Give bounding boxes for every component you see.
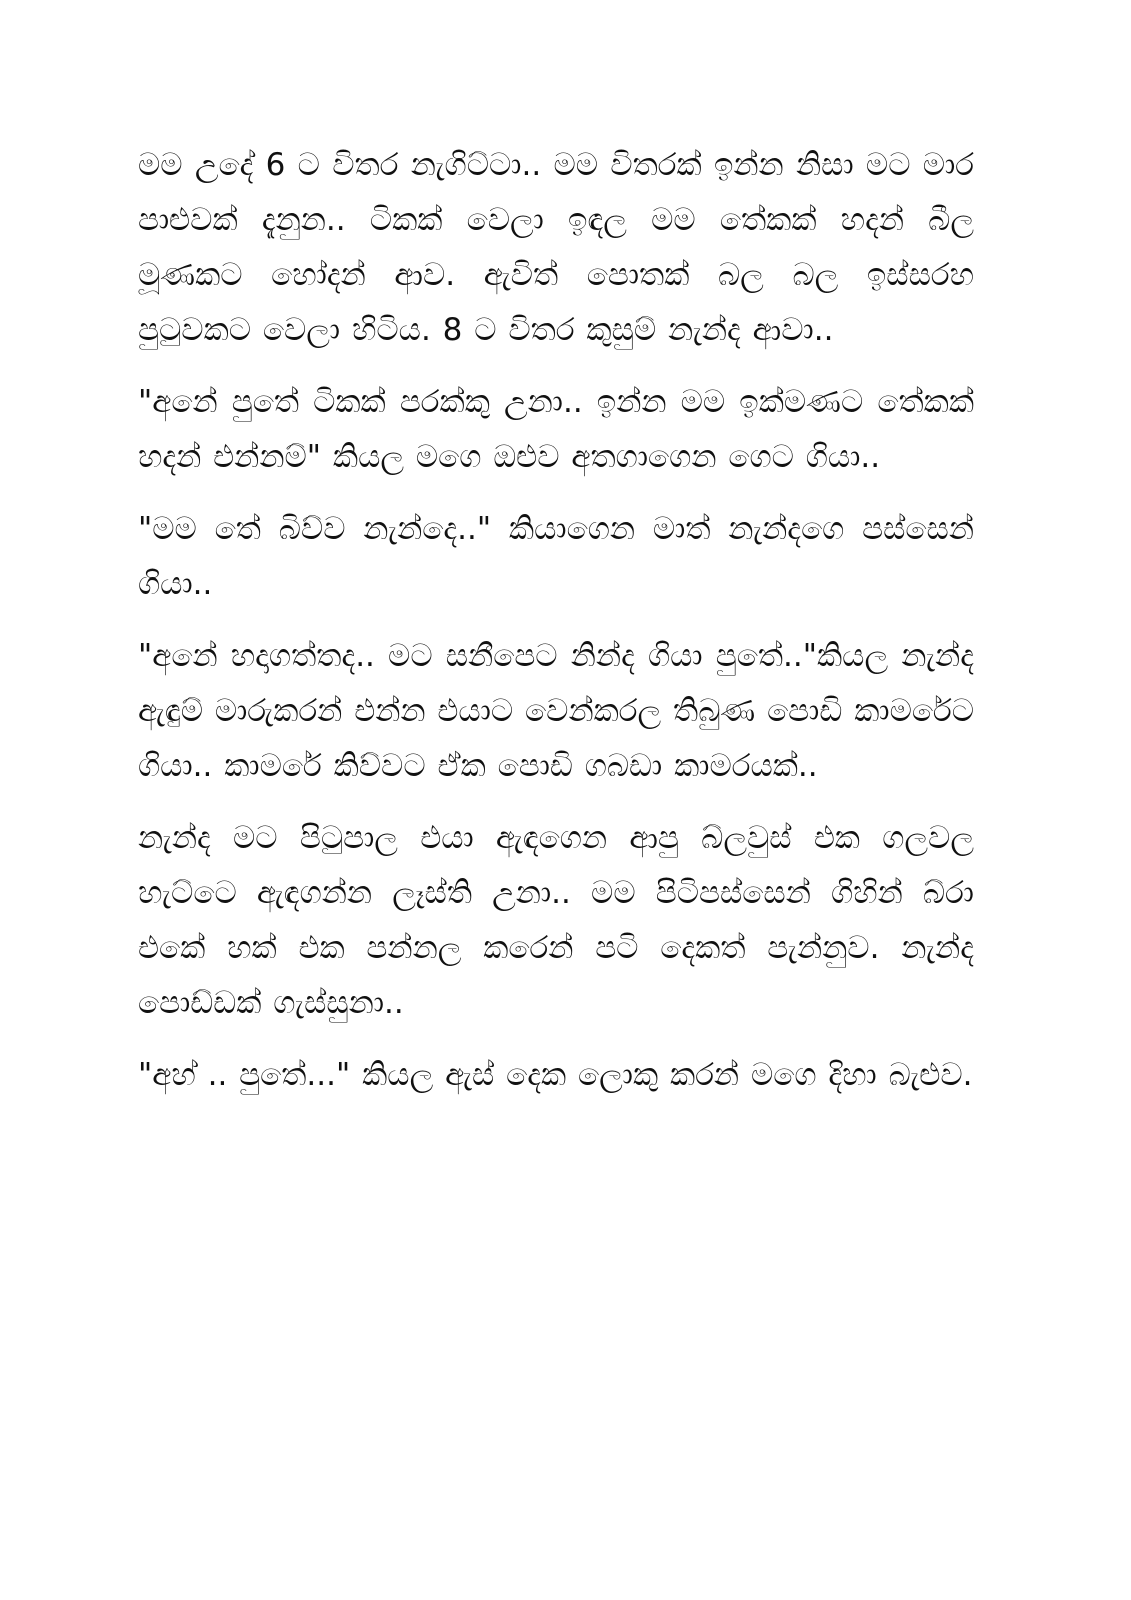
paragraph-1: මම උදේ 6 ට විතර නැගිට්ටා.. මම විතරක් ඉන්න නිසා මට මාර පාළුවක් දැනුන.. ටිකක් වෙලා ඉඳල මම තේකක් හදන් බීල මූණකට හෝදන් ආව. ඇවිත් පොතක් බල බල ඉස්සරහ පුටුවකට වෙලා හිටිය. 8 ට විතර කුසුම් නැන්ද ආවා..	[138, 147, 974, 348]
paragraph-5: නැන්ද මට පිටුපාල එයා ඇඳගෙන ආපු බ්ලවුස් එක ගලවල හැට්ටෙ ඇඳගන්න ලෑස්ති උනා.. මම පිටිපස්සෙන් ගිහින් බ්රා එකේ හක් එක පන්නල කරෙන් පටි දෙකත් පැන්නුව. නැන්ද පොඩ්ඩක් ගැස්සුනා..	[138, 820, 974, 1021]
paragraph-6: "අහ් .. පුතේ..." කියල ඇස් දෙක ලොකු කරන් මගෙ දිහා බැළුව.	[138, 1057, 973, 1093]
paragraph-3: "මම තේ බිව්ව නැන්දෙ.." කියාගෙන මාත් නැන්දගෙ පස්සෙන් ගියා..	[138, 511, 974, 602]
document-body	[138, 138, 974, 1120]
paragraph-4: "අනේ හදාගත්තද.. මට සනීපෙට නින්ද ගියා පුතේ.."කියල නැන්ද ඇඳුම් මාරුකරන් එන්න එයාට වෙන්කරල තිබුණ පොඩි කාමරේට ගියා.. කාමරේ කිව්වට ඒක පොඩි ගබඩා කාමරයක්..	[138, 638, 974, 784]
paragraph-2: "අනේ පුතේ ටිකක් පරක්කු උනා.. ඉන්න මම ඉක්මණට තේකක් හදන් එන්නම්" කියල මගෙ ඔළුව අතගාගෙන ගෙට ගියා..	[138, 384, 974, 475]
